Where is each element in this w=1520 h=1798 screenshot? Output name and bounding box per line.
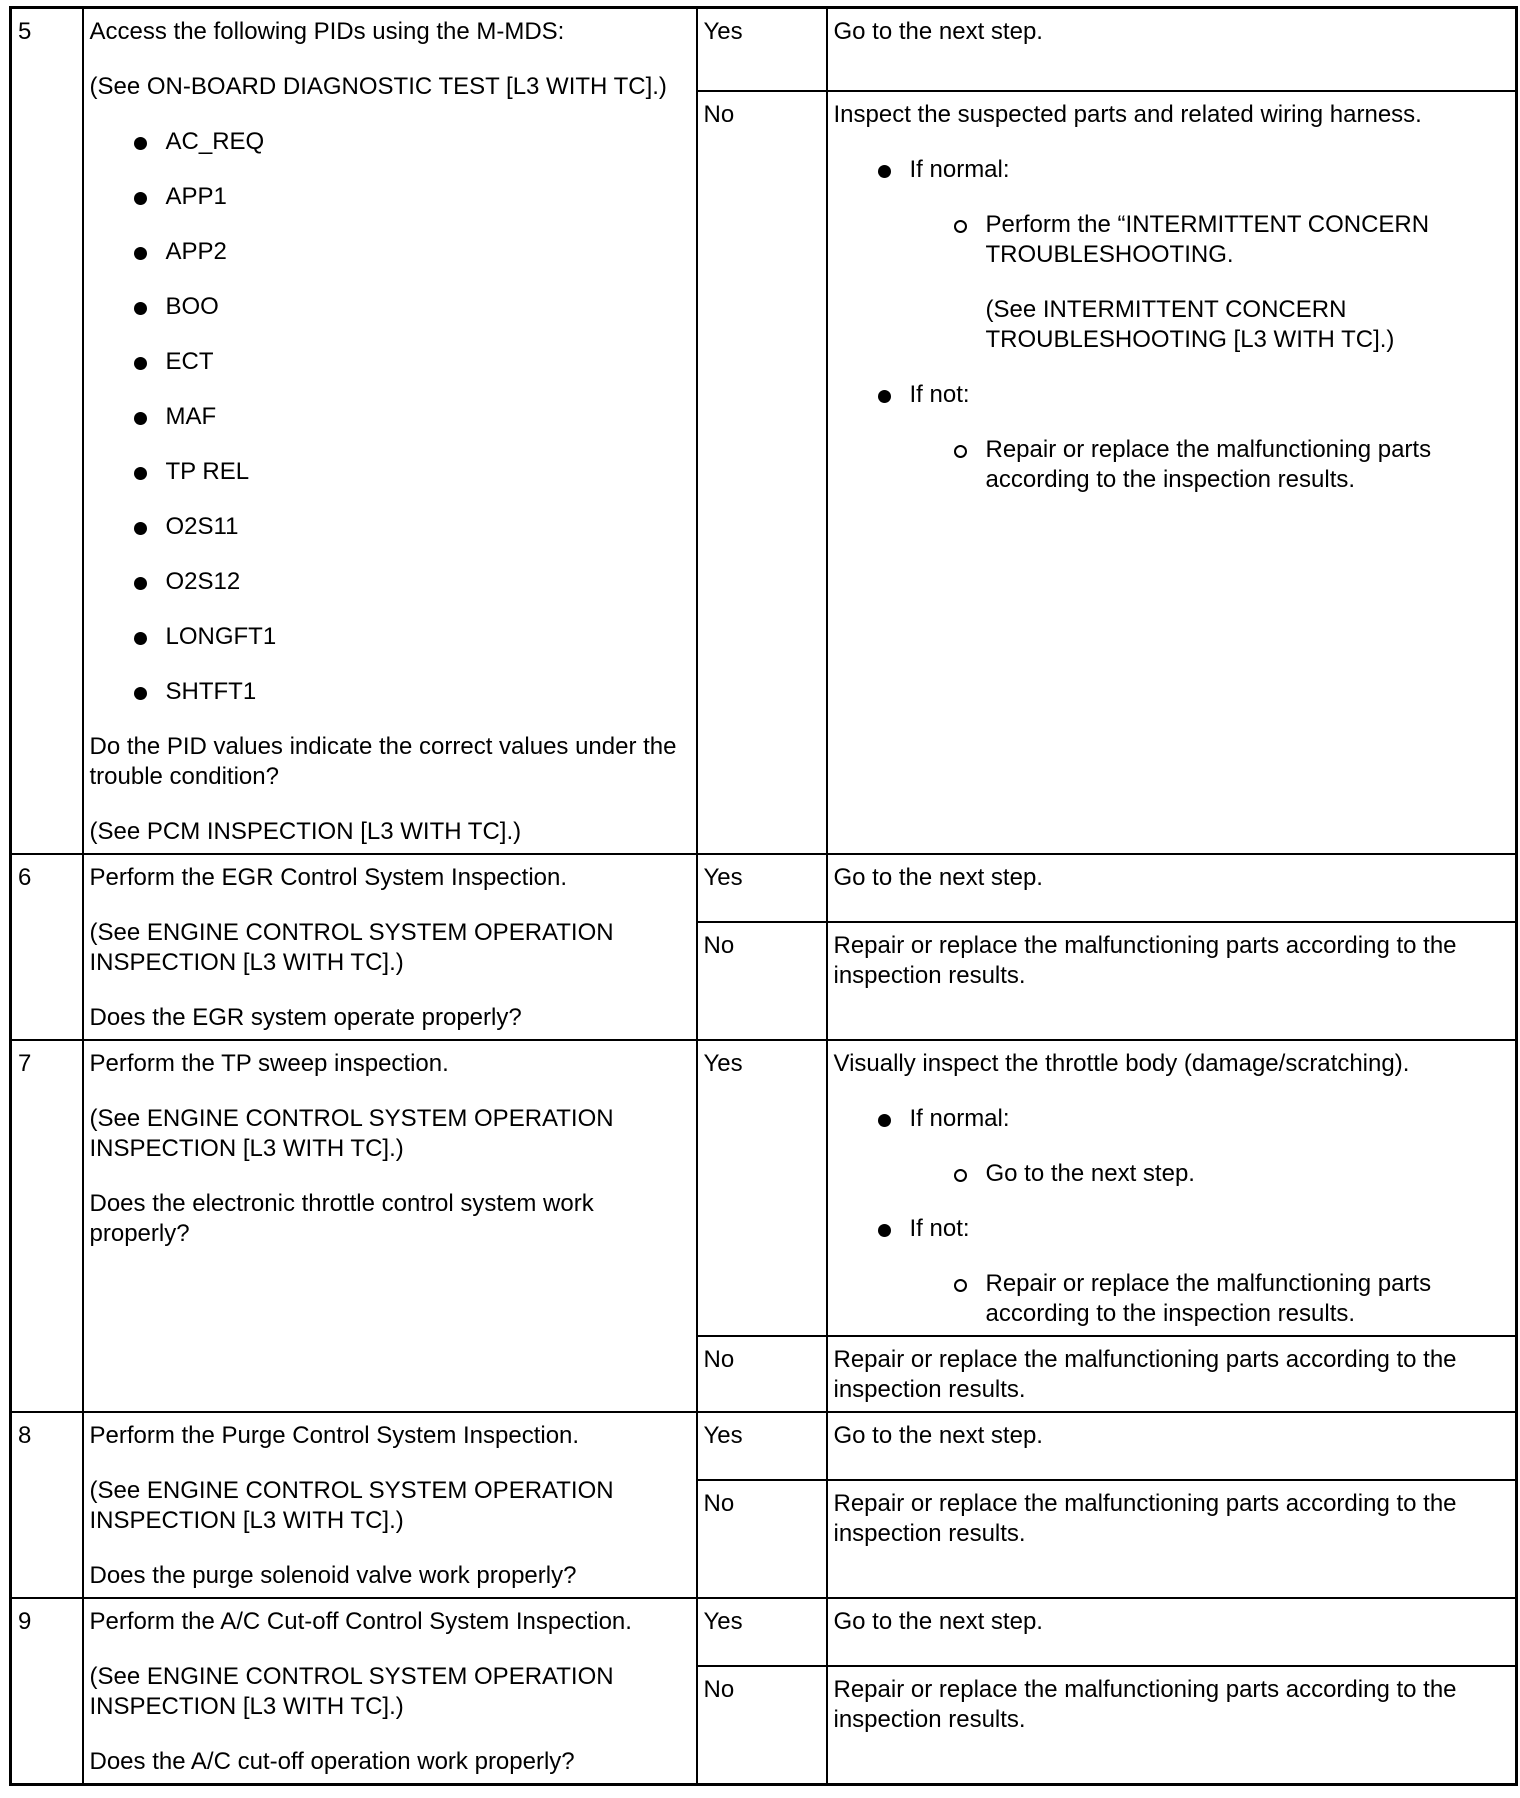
answer-yes <box>827 1040 1517 1336</box>
sub-action-item: Repair or replace the malfunctioning parts according to the inspection results. <box>910 435 1510 495</box>
step-number: 9 <box>11 1598 83 1785</box>
bullet-icon <box>878 1224 891 1237</box>
bullet-icon <box>134 302 147 315</box>
result-no: No <box>697 1666 827 1785</box>
condition-item: If normal: <box>834 155 1510 185</box>
step-action <box>83 1598 697 1785</box>
reference-text: (See ENGINE CONTROL SYSTEM OPERATION INSPECTION [L3 WITH TC].) <box>89 1663 614 1720</box>
step-9-yes-row <box>11 1598 1517 1666</box>
answer-yes: Go to the next step. <box>827 1598 1517 1666</box>
circle-bullet-icon <box>954 1169 967 1182</box>
question-text: Does the purge solenoid valve work properly? <box>89 1562 577 1589</box>
reference-text: (See ENGINE CONTROL SYSTEM OPERATION INSPECTION [L3 WITH TC].) <box>89 1105 614 1162</box>
condition-item: If not: <box>834 1214 1510 1244</box>
condition-item: If normal: <box>834 1104 1510 1134</box>
step-number: 7 <box>11 1040 83 1412</box>
action-text: Perform the TP sweep inspection. <box>89 1050 449 1077</box>
reference-text: (See ENGINE CONTROL SYSTEM OPERATION INSPECTION [L3 WITH TC].) <box>89 919 614 976</box>
action-text: Access the following PIDs using the M-MDS: <box>89 18 565 45</box>
reference-text: (See ENGINE CONTROL SYSTEM OPERATION INSPECTION [L3 WITH TC].) <box>89 1477 614 1534</box>
sub-action-item: Perform the “INTERMITTENT CONCERN TROUBLESHOOTING. (See INTERMITTENT CONCERN TROUBLESHOOTING [L3 WITH TC].) <box>910 210 1510 355</box>
pid-item: AC_REQ <box>90 127 690 157</box>
answer-text: Visually inspect the throttle body (damage/scratching). <box>833 1050 1410 1077</box>
reference-text: (See PCM INSPECTION [L3 WITH TC].) <box>89 818 522 845</box>
pid-item: MAF <box>90 402 690 432</box>
diagnostic-procedure-table <box>9 6 1518 1786</box>
bullet-icon <box>878 390 891 403</box>
pid-item: O2S12 <box>90 567 690 597</box>
bullet-icon <box>878 165 891 178</box>
sub-action-item: Repair or replace the malfunctioning parts according to the inspection results. <box>910 1269 1510 1329</box>
circle-bullet-icon <box>954 445 967 458</box>
reference-text: (See ON-BOARD DIAGNOSTIC TEST [L3 WITH TC].) <box>89 73 667 100</box>
result-yes: Yes <box>697 8 827 91</box>
result-yes: Yes <box>697 1040 827 1336</box>
step-action <box>83 8 697 855</box>
bullet-icon <box>134 137 147 150</box>
pid-item: TP REL <box>90 457 690 487</box>
step-number: 6 <box>11 854 83 1040</box>
answer-yes: Go to the next step. <box>827 8 1517 91</box>
step-7-yes-row <box>11 1040 1517 1336</box>
circle-bullet-icon <box>954 220 967 233</box>
action-text: Perform the Purge Control System Inspection. <box>89 1422 580 1449</box>
answer-no: Repair or replace the malfunctioning parts according to the inspection results. <box>827 1666 1517 1785</box>
answer-no <box>827 91 1517 855</box>
action-text: Perform the A/C Cut-off Control System Inspection. <box>89 1608 632 1635</box>
circle-bullet-icon <box>954 1279 967 1292</box>
result-no: No <box>697 1336 827 1412</box>
pid-item: APP1 <box>90 182 690 212</box>
step-8-yes-row <box>11 1412 1517 1480</box>
step-action <box>83 1040 697 1412</box>
pid-item: BOO <box>90 292 690 322</box>
bullet-icon <box>134 522 147 535</box>
bullet-icon <box>134 192 147 205</box>
condition-item: If not: <box>834 380 1510 410</box>
step-number: 8 <box>11 1412 83 1598</box>
bullet-icon <box>134 632 147 645</box>
answer-no: Repair or replace the malfunctioning parts according to the inspection results. <box>827 1480 1517 1598</box>
step-action <box>83 1412 697 1598</box>
pid-item: ECT <box>90 347 690 377</box>
step-6-yes-row <box>11 854 1517 922</box>
answer-no: Repair or replace the malfunctioning parts according to the inspection results. <box>827 922 1517 1040</box>
question-text: Does the electronic throttle control system work properly? <box>89 1190 594 1247</box>
bullet-icon <box>134 357 147 370</box>
pid-list <box>90 127 690 707</box>
result-yes: Yes <box>697 1598 827 1666</box>
result-no: No <box>697 91 827 855</box>
action-text: Perform the EGR Control System Inspection. <box>89 864 568 891</box>
step-action <box>83 854 697 1040</box>
result-no: No <box>697 1480 827 1598</box>
answer-yes: Go to the next step. <box>827 854 1517 922</box>
pid-item: SHTFT1 <box>90 677 690 707</box>
pid-item: APP2 <box>90 237 690 267</box>
sub-action-item: Go to the next step. <box>910 1159 1510 1189</box>
bullet-icon <box>878 1114 891 1127</box>
question-text: Does the EGR system operate properly? <box>89 1004 522 1031</box>
bullet-icon <box>134 247 147 260</box>
bullet-icon <box>134 412 147 425</box>
reference-text: (See INTERMITTENT CONCERN TROUBLESHOOTING [L3 WITH TC].) <box>985 295 1395 353</box>
pid-item: LONGFT1 <box>90 622 690 652</box>
bullet-icon <box>134 577 147 590</box>
bullet-icon <box>134 467 147 480</box>
answer-text: Inspect the suspected parts and related wiring harness. <box>833 100 1422 128</box>
question-text: Do the PID values indicate the correct values under the trouble condition? <box>89 733 677 790</box>
result-no: No <box>697 922 827 1040</box>
pid-item: O2S11 <box>90 512 690 542</box>
result-yes: Yes <box>697 1412 827 1480</box>
answer-no: Repair or replace the malfunctioning parts according to the inspection results. <box>827 1336 1517 1412</box>
step-5-yes-row <box>11 8 1517 91</box>
bullet-icon <box>134 687 147 700</box>
question-text: Does the A/C cut-off operation work properly? <box>89 1748 575 1775</box>
answer-yes: Go to the next step. <box>827 1412 1517 1480</box>
result-yes: Yes <box>697 854 827 922</box>
step-number: 5 <box>11 8 83 855</box>
